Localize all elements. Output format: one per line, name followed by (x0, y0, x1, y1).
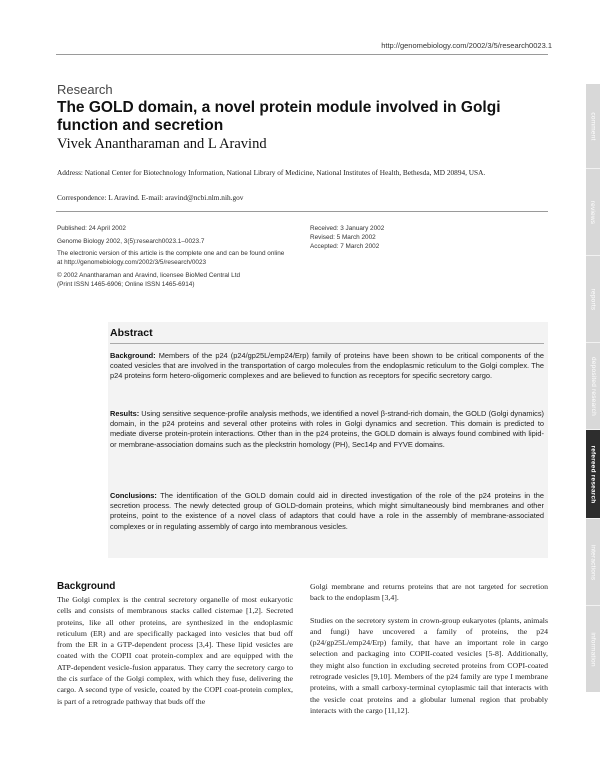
abstract-results-text: Using sensitive sequence-profile analysis methods, we identified a novel β-strand-rich domain, the GOLD (Golgi dynamics) domain, in the p24 proteins and several other proteins with roles in Golgi dynamics and secretion. This domain is predicted to mediate diverse protein-protein interactions. Other than in the p24 proteins, the GOLD domain is always found combined with lipid- or membrane-association domains such as the pleckstrin homology (PH), Sec14p and FYVE domains. (110, 409, 544, 449)
body-paragraph: The Golgi complex is the central secretory organelle of most eukaryotic cells and consists of membranous stacks called cisternae [1,2]. Secreted proteins, like all other proteins, are synthesized in the endoplasmic reticulum (ER) and are specifically packaged into vesicles that bud off from the ER in a GTP-dependent process [3,4]. These lipid vesicles are coated with the COPII coat protein-complex and are equipped with the ATP-dependent vesicle-fusion apparatus. They carry the secretory cargo to the cis surface of the Golgi complex, with which they fuse, delivering the cargo. A second type of vesicle, coated by the COPI coat-protein complex, is part of a retrograde pathway that buds off the (57, 595, 293, 706)
sidebar-tab-refereed-research[interactable] (586, 430, 600, 518)
abstract-background (110, 351, 544, 382)
article-title: The GOLD domain, a novel protein module involved in Golgi function and secretion (57, 99, 501, 134)
accepted-date: Accepted: 7 March 2002 (310, 243, 380, 250)
sidebar-tab-label: reviews (589, 200, 597, 224)
received-date: Received: 3 January 2002 (310, 225, 385, 232)
electronic-version-note: The electronic version of this article is the complete one and can be found online at http://genomebiology.com/2002/3/5/research/0023 (57, 250, 285, 266)
sidebar-tab-interactions[interactable] (586, 519, 600, 605)
abstract-results-label: Results: (110, 409, 140, 418)
sidebar-tab-comment[interactable] (586, 84, 600, 168)
issn: (Print ISSN 1465-6906; Online ISSN 1465-6914) (57, 280, 195, 288)
header-divider (56, 54, 548, 55)
sidebar-tab-label: interactions (589, 544, 597, 580)
sidebar-tab-label: reports (589, 288, 597, 310)
abstract-conclusions (110, 491, 544, 532)
abstract-background-label: Background: (110, 351, 156, 360)
affiliation-address: Address: National Center for Biotechnology Information, National Library of Medicine, National Institutes of Health, Bethesda, MD 20894, USA. (57, 168, 486, 177)
correspondence: Correspondence: L Aravind. E-mail: aravind@ncbi.nlm.nih.gov (57, 193, 244, 202)
section-label: Research (57, 82, 113, 97)
dates-block (310, 224, 510, 251)
body-column-right (310, 581, 548, 716)
sidebar-tab-label: information (589, 631, 597, 667)
sidebar-tab-deposited-research[interactable] (586, 343, 600, 429)
sidebar-tab-label: deposited research (589, 356, 597, 416)
section-sidebar (586, 84, 600, 692)
body-column-left (57, 594, 293, 707)
abstract-heading: Abstract (110, 327, 153, 339)
background-heading: Background (57, 581, 116, 592)
abstract-results (110, 409, 544, 450)
abstract-divider (110, 343, 544, 344)
publication-info (57, 224, 287, 292)
sidebar-tab-reports[interactable] (586, 256, 600, 342)
published-date: Published: 24 April 2002 (57, 225, 126, 232)
body-paragraph: Golgi membrane and returns proteins that are not targeted for secretion back to the endoplasm [3,4]. (310, 582, 548, 603)
authors: Vivek Anantharaman and L Aravind (57, 136, 267, 152)
sidebar-tab-label: comment (589, 111, 597, 141)
abstract-conclusions-text: The identification of the GOLD domain could aid in directed investigation of the role of the p24 proteins in the secretion process. The newly detected group of GOLD-domain proteins, which might simultaneously bind membranes and other proteins, point to the existence of a novel class of adaptors that could have a role in the assembly of membrane-associated complexes or in regulating assembly of cargo into membranous vesicles. (110, 491, 544, 531)
sidebar-tab-information[interactable] (586, 606, 600, 692)
journal-url[interactable]: http://genomebiology.com/2002/3/5/research0023.1 (381, 41, 552, 50)
body-paragraph: Studies on the secretory system in crown-group eukaryotes (plants, animals and fungi) have uncovered a family of proteins, the p24 (p24/gp25L/emp24/Erp) family, that have an important role in cargo selection and packaging into COPII-coated vesicles [5-8]. Additionally, they might also function in excluding secreted proteins from COPI-coated retrograde vesicles [9,10]. Members of the p24 family are type I membrane proteins, with a small carboxy-terminal cytoplasmic tail that interacts with the vesicle coat proteins and a globular lumenal region that probably interacts with the cargo [11,12]. (310, 615, 548, 715)
abstract-conclusions-label: Conclusions: (110, 491, 157, 500)
meta-divider (56, 211, 548, 212)
abstract-background-text: Members of the p24 (p24/gp25L/emp24/Erp) family of proteins have been shown to be critical components of the coated vesicles that are involved in the transportation of cargo molecules from the endoplasmic reticulum to the Golgi complex. The p24 proteins form hetero-oligomeric complexes and are believed to function as receptors for specific secretory cargo. (110, 351, 544, 381)
sidebar-tab-reviews[interactable] (586, 169, 600, 255)
copyright: © 2002 Anantharaman and Aravind, licensee BioMed Central Ltd (57, 271, 241, 279)
citation: Genome Biology 2002, 3(5):research0023.1–0023.7 (57, 237, 205, 245)
sidebar-tab-label: refereed research (589, 445, 597, 503)
revised-date: Revised: 5 March 2002 (310, 234, 376, 241)
